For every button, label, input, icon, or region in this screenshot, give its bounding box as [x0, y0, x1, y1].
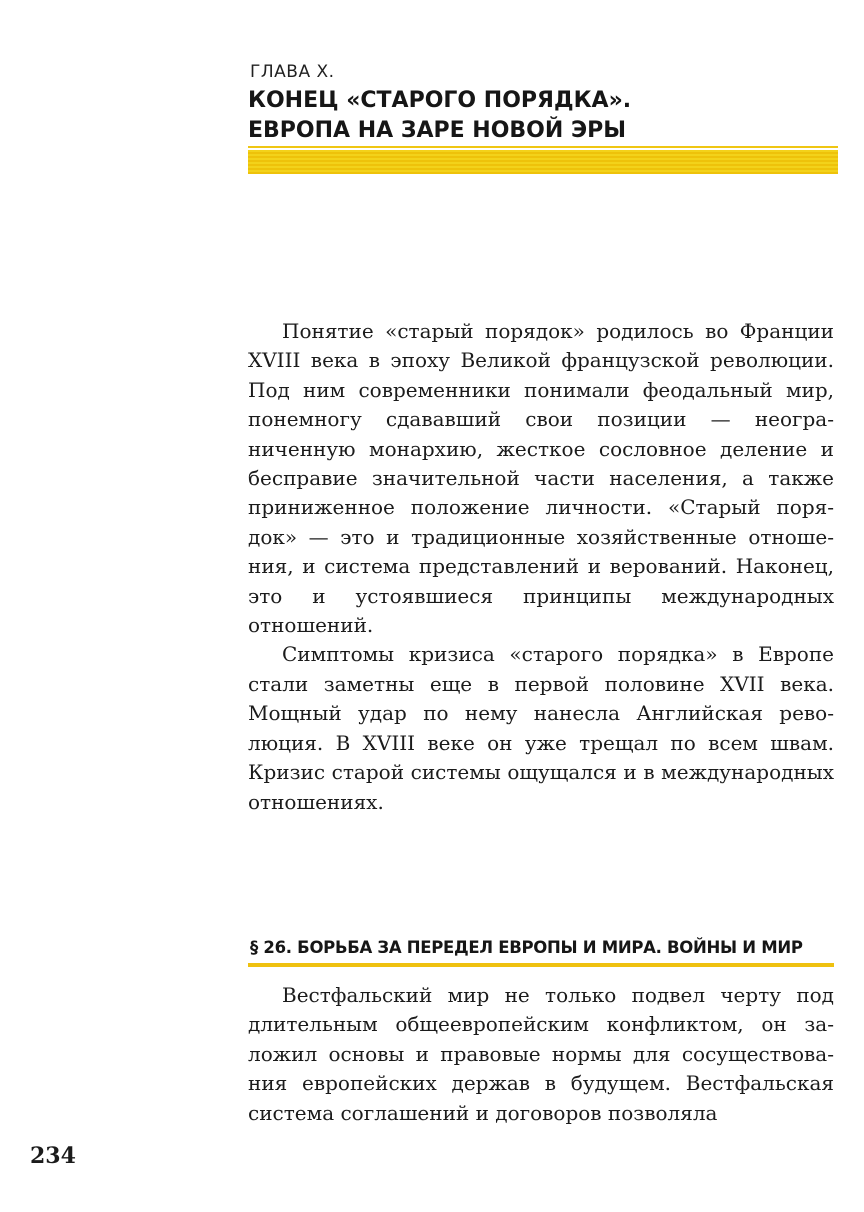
section-paragraph: Вестфальский мир не только подвел черту под длительным общеевропейским конфликтом, он заложил основы и правовые нормы для сосуществования европейских держав в будущем. Вестфальская система соглашений и договоров позволяла — [248, 983, 834, 1125]
intro-paragraph: Понятие «старый порядок» родилось во Франции XVIII века в эпоху Великой французской революции. Под ним современники понимали феодальный мир, понемногу сдававший свои позиции — неограниченную монархию, жесткое сословное деление и бесправие значительной части населения, а также приниженное положение личности. «Старый порядок» — это и традиционные хозяйственные отношения, и система представлений и верований. Наконец, это и устоявшиеся принципы международных отношений. — [248, 319, 834, 638]
intro-paragraph: Симптомы кризиса «старого порядка» в Европе стали заметны еще в первой половине XVII века. Мощный удар по нему нанесла Английская революция. В XVIII веке он уже трещал по всем швам. Кризис старой системы ощущался и в международных отношениях. — [248, 642, 834, 814]
intro-text — [248, 317, 834, 817]
section-underline — [248, 963, 834, 967]
chapter-title-line: КОНЕЦ «СТАРОГО ПОРЯДКА». — [248, 88, 632, 113]
chapter-title-line: ЕВРОПА НА ЗАРЕ НОВОЙ ЭРЫ — [248, 118, 627, 143]
chapter-label: ГЛАВА X. — [250, 62, 335, 82]
chapter-decorative-band — [248, 150, 838, 174]
section-text — [248, 981, 834, 1128]
section-heading: § 26. БОРЬБА ЗА ПЕРЕДЕЛ ЕВРОПЫ И МИРА. ВОЙНЫ И МИР — [250, 938, 803, 957]
chapter-title — [248, 86, 838, 146]
page-number: 234 — [30, 1143, 76, 1169]
